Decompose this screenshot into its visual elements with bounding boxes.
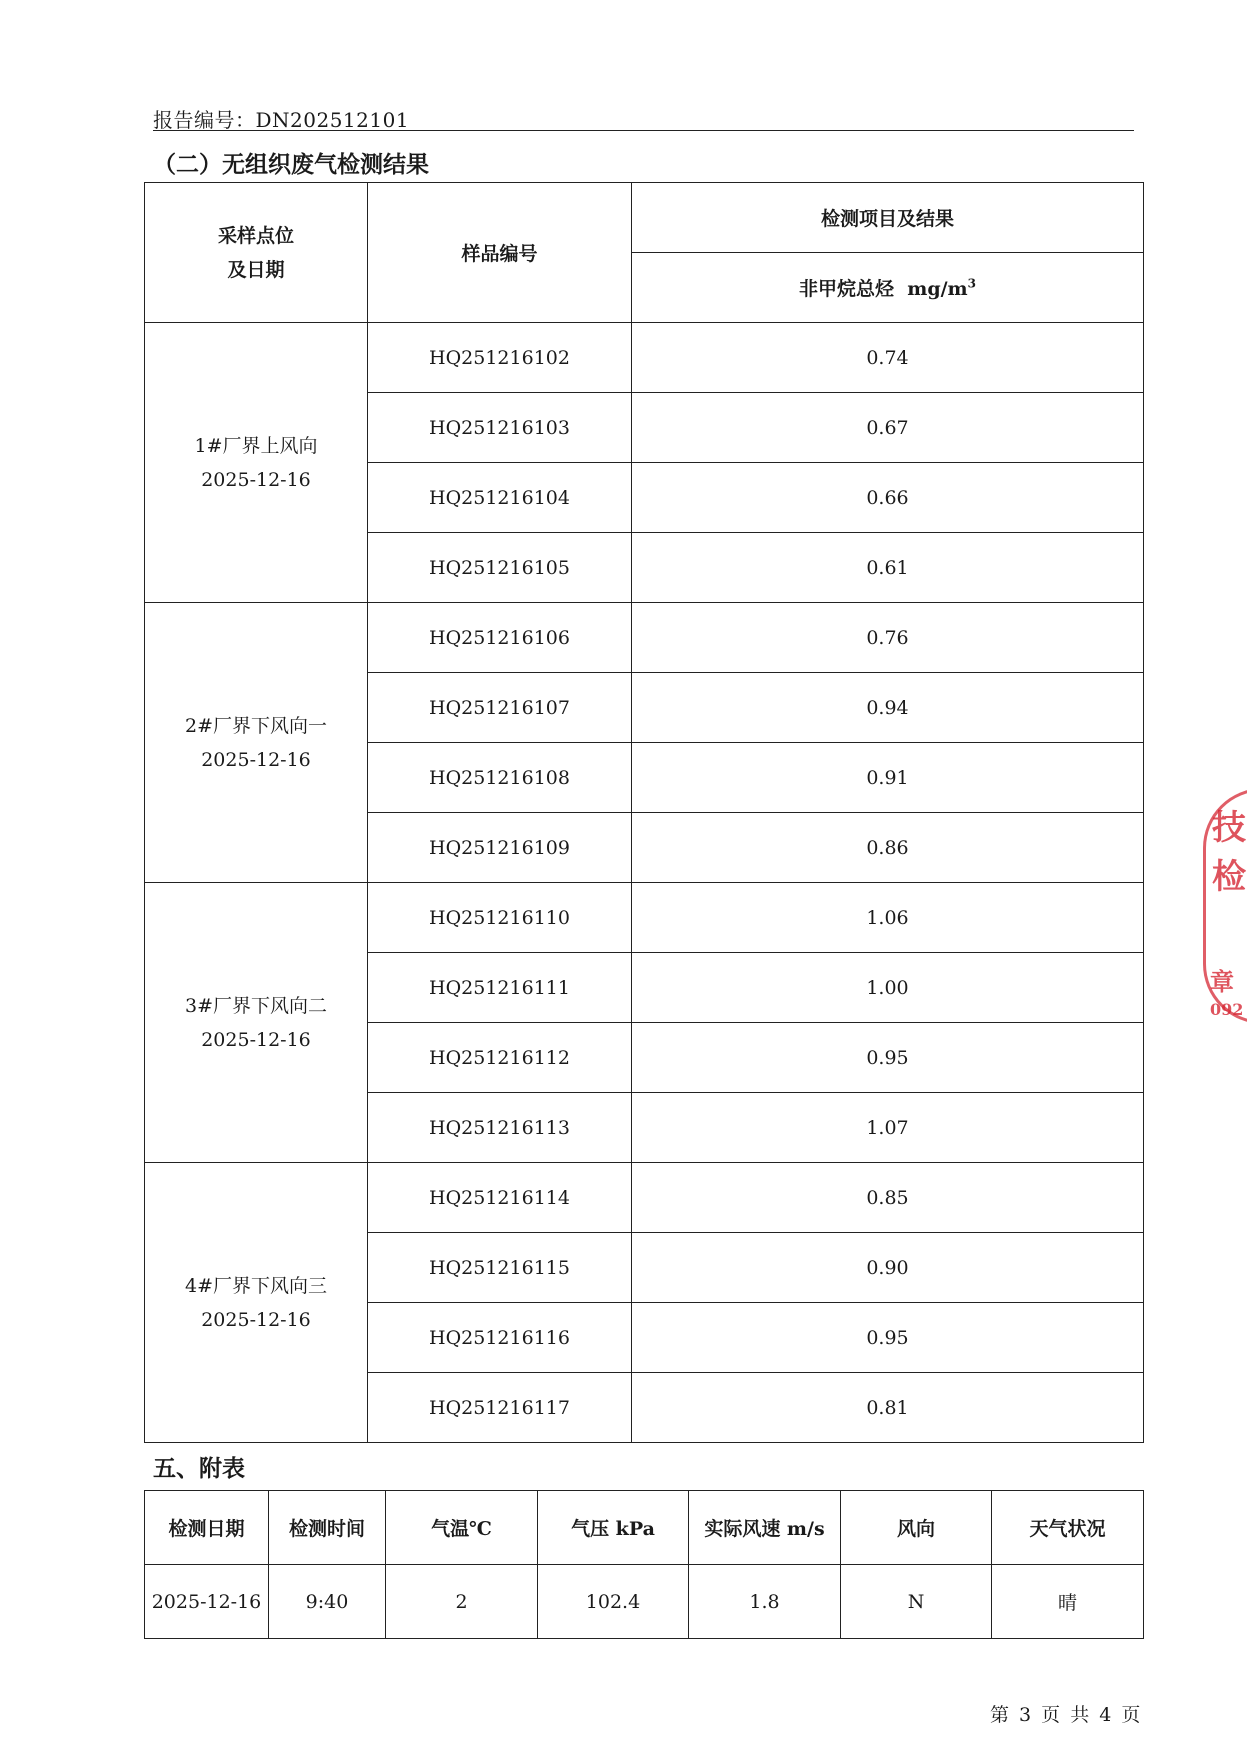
sample-id-cell: HQ251216107 [368,673,632,743]
site-name: 1#厂界上风向 [194,434,318,457]
site-date-cell [145,603,368,883]
site-date: 2025-12-16 [201,748,311,771]
site-date-cell [145,1163,368,1443]
appendix-title: 五、附表 [153,1455,245,1482]
stamp-fragment-top: 技检 [1212,808,1246,897]
sample-id-cell: HQ251216102 [368,323,632,393]
stamp-fragment-code: 092 [1210,1000,1244,1019]
results-body [145,323,1144,1443]
weather-header-cell: 检测日期 [145,1491,269,1565]
header-site-date [145,183,368,323]
result-value-cell: 0.74 [632,323,1144,393]
site-date: 2025-12-16 [201,1028,311,1051]
result-value-cell: 0.86 [632,813,1144,883]
analyte-name: 非甲烷总烃 [798,278,894,300]
result-value-cell: 0.81 [632,1373,1144,1443]
result-value-cell: 0.85 [632,1163,1144,1233]
site-date-cell [145,883,368,1163]
result-value-cell: 1.00 [632,953,1144,1023]
header-analyte [632,253,1144,323]
sample-id-cell: HQ251216112 [368,1023,632,1093]
sample-id-cell: HQ251216113 [368,1093,632,1163]
header-items-results: 检测项目及结果 [632,183,1144,253]
header-sample-id: 样品编号 [368,183,632,323]
sample-id-cell: HQ251216117 [368,1373,632,1443]
sample-id-cell: HQ251216105 [368,533,632,603]
sample-id-cell: HQ251216103 [368,393,632,463]
result-value-cell: 0.95 [632,1023,1144,1093]
sample-id-cell: HQ251216114 [368,1163,632,1233]
weather-value-cell: 1.8 [689,1565,841,1639]
site-date: 2025-12-16 [201,1308,311,1331]
report-number: 报告编号：DN202512101 [153,108,410,132]
weather-header-cell: 天气状况 [992,1491,1144,1565]
site-name: 3#厂界下风向二 [184,994,327,1017]
sample-id-cell: HQ251216109 [368,813,632,883]
result-value-cell: 0.76 [632,603,1144,673]
header-site-line1: 采样点位 [217,224,294,247]
result-value-cell: 0.95 [632,1303,1144,1373]
sample-id-cell: HQ251216110 [368,883,632,953]
header-site-line2: 及日期 [227,258,285,281]
table-row [145,323,1144,393]
weather-value-cell: 晴 [992,1565,1144,1639]
weather-header-cell: 检测时间 [269,1491,386,1565]
weather-header-cell: 气温℃ [386,1491,538,1565]
result-value-cell: 1.07 [632,1093,1144,1163]
weather-value-cell: 2 [386,1565,538,1639]
weather-header-cell: 实际风速 m/s [689,1491,841,1565]
result-value-cell: 0.67 [632,393,1144,463]
weather-data-row [145,1565,1144,1639]
weather-appendix-table [144,1490,1144,1639]
weather-header-cell: 风向 [841,1491,992,1565]
table-row [145,1163,1144,1233]
site-date-cell [145,323,368,603]
sample-id-cell: HQ251216111 [368,953,632,1023]
header-divider [153,130,1134,131]
analyte-unit-sup: 3 [967,276,977,291]
weather-header-cell: 气压 kPa [538,1491,689,1565]
weather-value-cell: 9:40 [269,1565,386,1639]
weather-value-cell: 2025-12-16 [145,1565,269,1639]
result-value-cell: 0.61 [632,533,1144,603]
sample-id-cell: HQ251216104 [368,463,632,533]
table-row [145,603,1144,673]
sample-id-cell: HQ251216106 [368,603,632,673]
table-row [145,883,1144,953]
section-title: （二）无组织废气检测结果 [153,151,429,178]
result-value-cell: 0.90 [632,1233,1144,1303]
stamp-fragment-mid: 章 [1210,967,1234,996]
sample-id-cell: HQ251216108 [368,743,632,813]
site-date: 2025-12-16 [201,468,311,491]
site-name: 2#厂界下风向一 [184,714,327,737]
weather-header-row [145,1491,1144,1565]
result-value-cell: 0.66 [632,463,1144,533]
emission-results-table [144,182,1144,1443]
sample-id-cell: HQ251216115 [368,1233,632,1303]
result-value-cell: 1.06 [632,883,1144,953]
site-name: 4#厂界下风向三 [184,1274,327,1297]
analyte-unit: mg/m [907,278,968,300]
result-value-cell: 0.94 [632,673,1144,743]
result-value-cell: 0.91 [632,743,1144,813]
sample-id-cell: HQ251216116 [368,1303,632,1373]
weather-value-cell: 102.4 [538,1565,689,1639]
weather-value-cell: N [841,1565,992,1639]
page-number: 第 3 页 共 4 页 [990,1704,1141,1726]
